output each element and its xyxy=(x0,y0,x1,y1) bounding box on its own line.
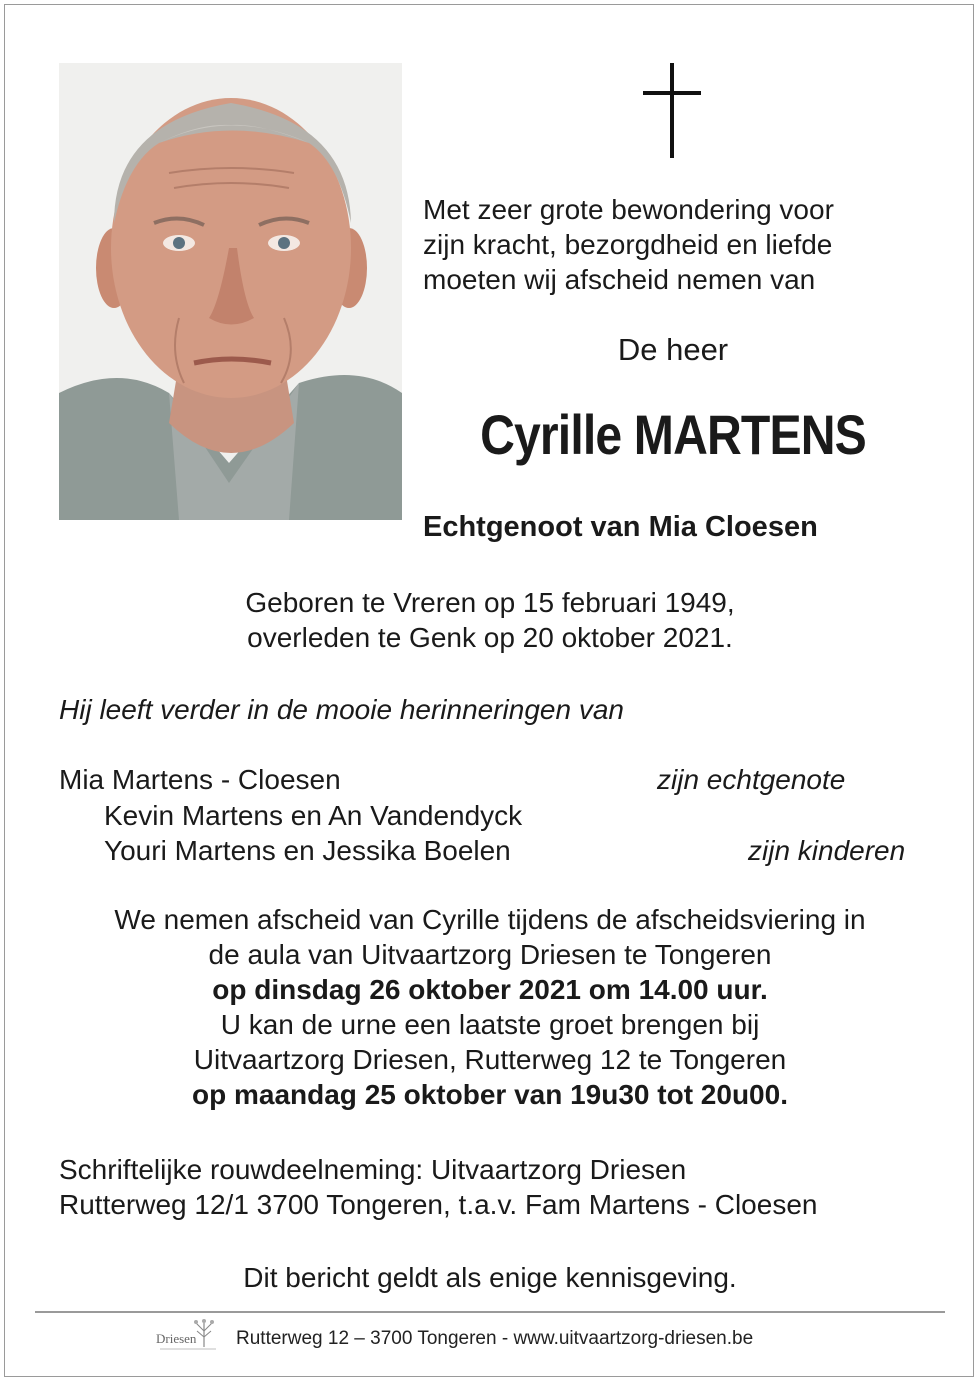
relative-name: Kevin Martens en An Vandendyck xyxy=(104,800,523,831)
portrait-illustration xyxy=(59,63,402,520)
ceremony-line: Uitvaartzorg Driesen, Rutterweg 12 te Tongeren xyxy=(193,1044,787,1075)
deceased-name: Cyrille MARTENS xyxy=(480,403,866,466)
notice-line: Dit bericht geldt als enige kennisgeving. xyxy=(243,1262,737,1293)
ceremony-line: We nemen afscheid van Cyrille tijdens de afscheidsviering in xyxy=(114,904,866,935)
portrait-photo xyxy=(59,63,402,520)
visitation-date: op maandag 25 oktober van 19u30 tot 20u00. xyxy=(192,1079,788,1110)
condolence-address xyxy=(59,1152,817,1222)
spouse-line: Echtgenoot van Mia Cloesen xyxy=(423,511,818,543)
ceremony-line: U kan de urne een laatste groet brengen bij xyxy=(220,1009,760,1040)
memories-heading: Hij leeft verder in de mooie herinneringen van xyxy=(59,694,624,725)
condolence-line: Schriftelijke rouwdeelneming: Uitvaartzorg Driesen xyxy=(59,1154,687,1185)
footer-divider xyxy=(35,1311,945,1313)
logo-text: Driesen xyxy=(156,1331,197,1346)
relative-name: Youri Martens en Jessika Boelen xyxy=(104,835,511,866)
intro-line: Met zeer grote bewondering voor xyxy=(423,194,834,225)
intro-line: zijn kracht, bezorgdheid en liefde xyxy=(423,229,833,260)
intro-text xyxy=(423,192,943,297)
condolence-line: Rutterweg 12/1 3700 Tongeren, t.a.v. Fam Martens - Cloesen xyxy=(59,1189,818,1220)
birth-line: Geboren te Vreren op 15 februari 1949, xyxy=(245,587,735,618)
ceremony-date: op dinsdag 26 oktober 2021 om 14.00 uur. xyxy=(212,974,768,1005)
ceremony-details xyxy=(0,902,980,1112)
relative-relation: zijn kinderen xyxy=(748,835,906,866)
relative-name: Mia Martens - Cloesen xyxy=(59,764,341,795)
death-line: overleden te Genk op 20 oktober 2021. xyxy=(247,622,733,653)
honorific: De heer xyxy=(617,332,729,367)
intro-line: moeten wij afscheid nemen van xyxy=(423,264,816,295)
footer-address: Rutterweg 12 – 3700 Tongeren - www.uitvaartzorg-driesen.be xyxy=(236,1328,754,1349)
cross-icon xyxy=(643,63,701,158)
ceremony-line: de aula van Uitvaartzorg Driesen te Tongeren xyxy=(208,939,772,970)
birth-death-dates xyxy=(0,585,980,655)
relative-relation: zijn echtgenote xyxy=(657,764,846,795)
